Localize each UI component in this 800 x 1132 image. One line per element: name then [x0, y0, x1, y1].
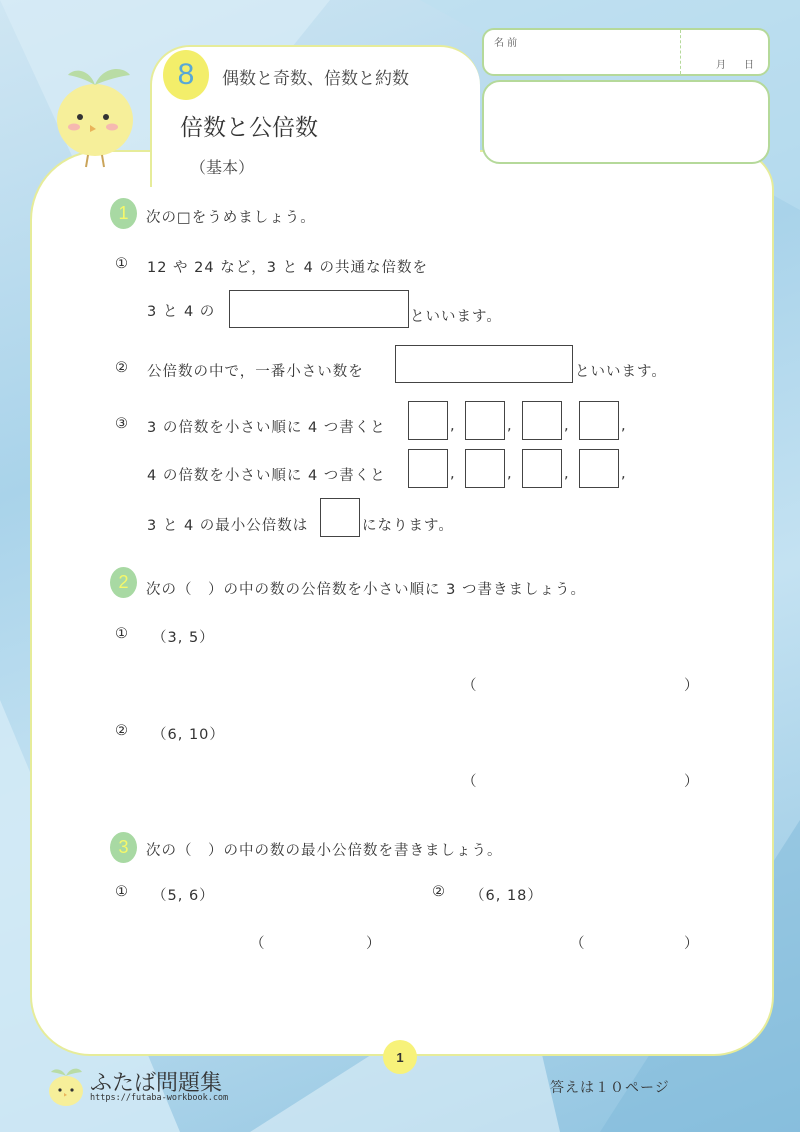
answer-paren-close: ）: [684, 774, 700, 790]
q2-item1-numbers: （3, 5）: [152, 630, 215, 646]
page-title: 倍数と公倍数: [180, 115, 318, 141]
q1-part3-line2: 4 の倍数を小さい順に 4 つ書くと: [147, 468, 386, 484]
q1-part2-text: 公倍数の中で，一番小さい数を: [147, 364, 364, 380]
comma: ,: [564, 418, 570, 434]
answer-box-multiple-of-4[interactable]: [465, 449, 505, 488]
q1-part3-line3: 3 と 4 の最小公倍数は: [147, 518, 309, 534]
answer-box-multiple-of-4[interactable]: [408, 449, 448, 488]
month-label: 月: [716, 60, 726, 71]
answer-paren-close: ）: [366, 936, 382, 952]
page-number: 1: [383, 1040, 417, 1074]
name-field[interactable]: [482, 28, 770, 76]
answer-box-common-multiple[interactable]: [229, 290, 409, 328]
answer-box-multiple-of-3[interactable]: [522, 401, 562, 440]
question-number-badge: 1: [110, 198, 137, 229]
answer-box-multiple-of-3[interactable]: [408, 401, 448, 440]
comma: ,: [507, 466, 513, 482]
q1-part1-mark: ①: [115, 256, 129, 272]
comma: ,: [507, 418, 513, 434]
chick-mascot-icon: [40, 55, 150, 170]
answer-paren-close: ）: [684, 678, 700, 694]
q1-part2-suffix: といいます。: [575, 364, 667, 380]
q3-item1-mark: ①: [115, 884, 129, 900]
q1-part2-mark: ②: [115, 360, 129, 376]
answer-page-note: 答えは１０ページ: [550, 1080, 670, 1096]
answer-box-multiple-of-3[interactable]: [579, 401, 619, 440]
q2-item1-mark: ①: [115, 626, 129, 642]
answer-paren-open: （: [462, 678, 478, 694]
name-label: 名 前: [494, 38, 518, 49]
day-label: 日: [744, 60, 754, 71]
answer-paren-open: （: [250, 936, 266, 952]
name-divider: [680, 30, 681, 74]
answer-box-multiple-of-4[interactable]: [579, 449, 619, 488]
answer-paren-open: （: [570, 936, 586, 952]
q3-item2-mark: ②: [432, 884, 446, 900]
brand-name: ふたば問題集: [90, 1071, 223, 1096]
answer-paren-open: （: [462, 774, 478, 790]
q3-instruction: 次の（ ）の中の数の最小公倍数を書きましょう。: [146, 843, 503, 859]
answer-box-least-common-multiple[interactable]: [395, 345, 573, 383]
comma: ,: [450, 418, 456, 434]
unit-number-badge: 8: [163, 50, 209, 100]
question-number-badge: 3: [110, 832, 137, 863]
q2-instruction: 次の（ ）の中の数の公倍数を小さい順に 3 つ書きましょう。: [146, 582, 586, 598]
page-subtitle: （基本）: [190, 158, 255, 177]
q1-part3-mark: ③: [115, 416, 129, 432]
comma: ,: [450, 466, 456, 482]
sprout-icon: [44, 1063, 88, 1107]
q1-part3-line3-suffix: になります。: [362, 518, 454, 534]
answer-paren-close: ）: [684, 936, 700, 952]
q1-part1-line2: 3 と 4 の: [147, 304, 216, 320]
q2-item2-numbers: （6, 10）: [152, 727, 225, 743]
q1-part1-suffix: といいます。: [410, 309, 502, 325]
comma: ,: [621, 418, 627, 434]
q1-part1-line1: 12 や 24 など，3 と 4 の共通な倍数を: [147, 260, 429, 276]
brand-url[interactable]: https://futaba-workbook.com: [90, 1093, 229, 1103]
worksheet-paper: [30, 150, 774, 1056]
unit-title: 偶数と奇数、倍数と約数: [222, 69, 409, 89]
answer-box-lcm-3-4[interactable]: [320, 498, 360, 537]
answer-box-multiple-of-4[interactable]: [522, 449, 562, 488]
q1-part3-line1: 3 の倍数を小さい順に 4 つ書くと: [147, 420, 386, 436]
comma: ,: [621, 466, 627, 482]
question-number-badge: 2: [110, 567, 137, 598]
q2-item2-mark: ②: [115, 723, 129, 739]
q3-item1-numbers: （5, 6）: [152, 888, 215, 904]
score-box[interactable]: [482, 80, 770, 164]
answer-box-multiple-of-3[interactable]: [465, 401, 505, 440]
q1-instruction: 次の□をうめましょう。: [146, 210, 316, 226]
q3-item2-numbers: （6, 18）: [470, 888, 543, 904]
comma: ,: [564, 466, 570, 482]
